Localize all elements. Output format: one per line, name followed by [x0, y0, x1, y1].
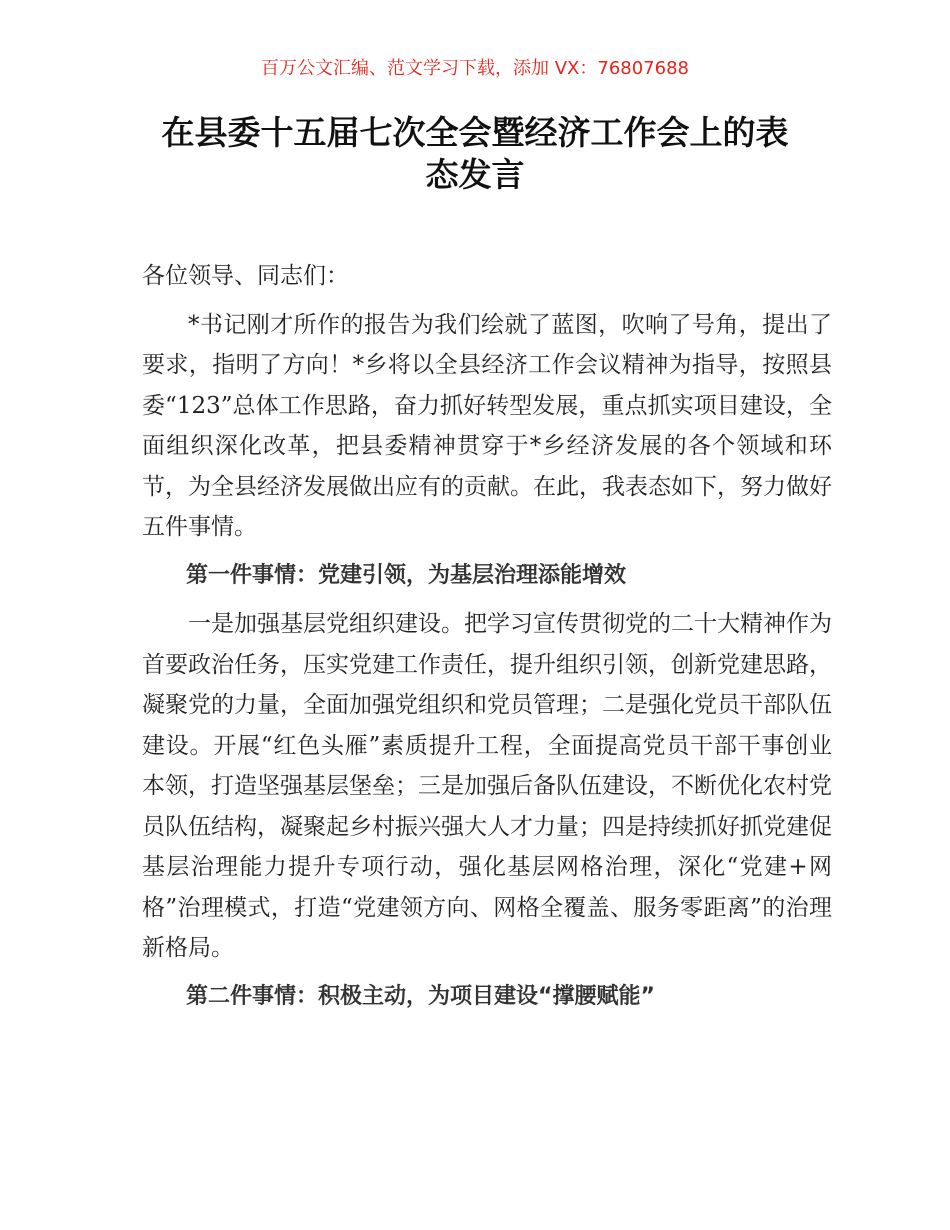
document-body	[142, 256, 832, 1025]
section-2-heading: 第二件事情：积极主动，为项目建设“撑腰赋能”	[186, 983, 655, 1009]
document-title-line-1: 在县委十五届七次全会暨经济工作会上的表	[161, 113, 789, 152]
watermark-header: 百万公文汇编、范文学习下载，添加 VX：76807688	[261, 58, 689, 79]
document-title-line-2: 态发言	[425, 155, 525, 194]
intro-paragraph: *书记刚才所作的报告为我们绘就了蓝图，吹响了号角，提出了要求，指明了方向！*乡将以全县经济工作会议精神为指导，按照县委“123”总体工作思路，奋力抓好转型发展，重点抓实项目建设，全面组织深化改革，把县委精神贯穿于*乡经济发展的各个领域和环节，为全县经济发展做出应有的贡献。在此，我表态如下，努力做好五件事情。	[142, 311, 832, 540]
document-title	[130, 112, 820, 196]
section-1-paragraph: 一是加强基层党组织建设。把学习宣传贯彻党的二十大精神作为首要政治任务，压实党建工作责任，提升组织引领，创新党建思路，凝聚党的力量，全面加强党组织和党员管理；二是强化党员干部队伍建设。开展“红色头雁”素质提升工程，全面提高党员干部干事创业本领，打造坚强基层堡垒；三是加强后备队伍建设，不断优化农村党员队伍结构，凝聚起乡村振兴强大人才力量；四是持续抓好抓党建促基层治理能力提升专项行动，强化基层网格治理，深化“党建+网格”治理模式，打造“党建领方向、网格全覆盖、服务零距离”的治理新格局。	[142, 611, 832, 961]
section-1-heading: 第一件事情：党建引领，为基层治理添能增效	[186, 562, 627, 588]
greeting: 各位领导、同志们：	[142, 263, 349, 289]
